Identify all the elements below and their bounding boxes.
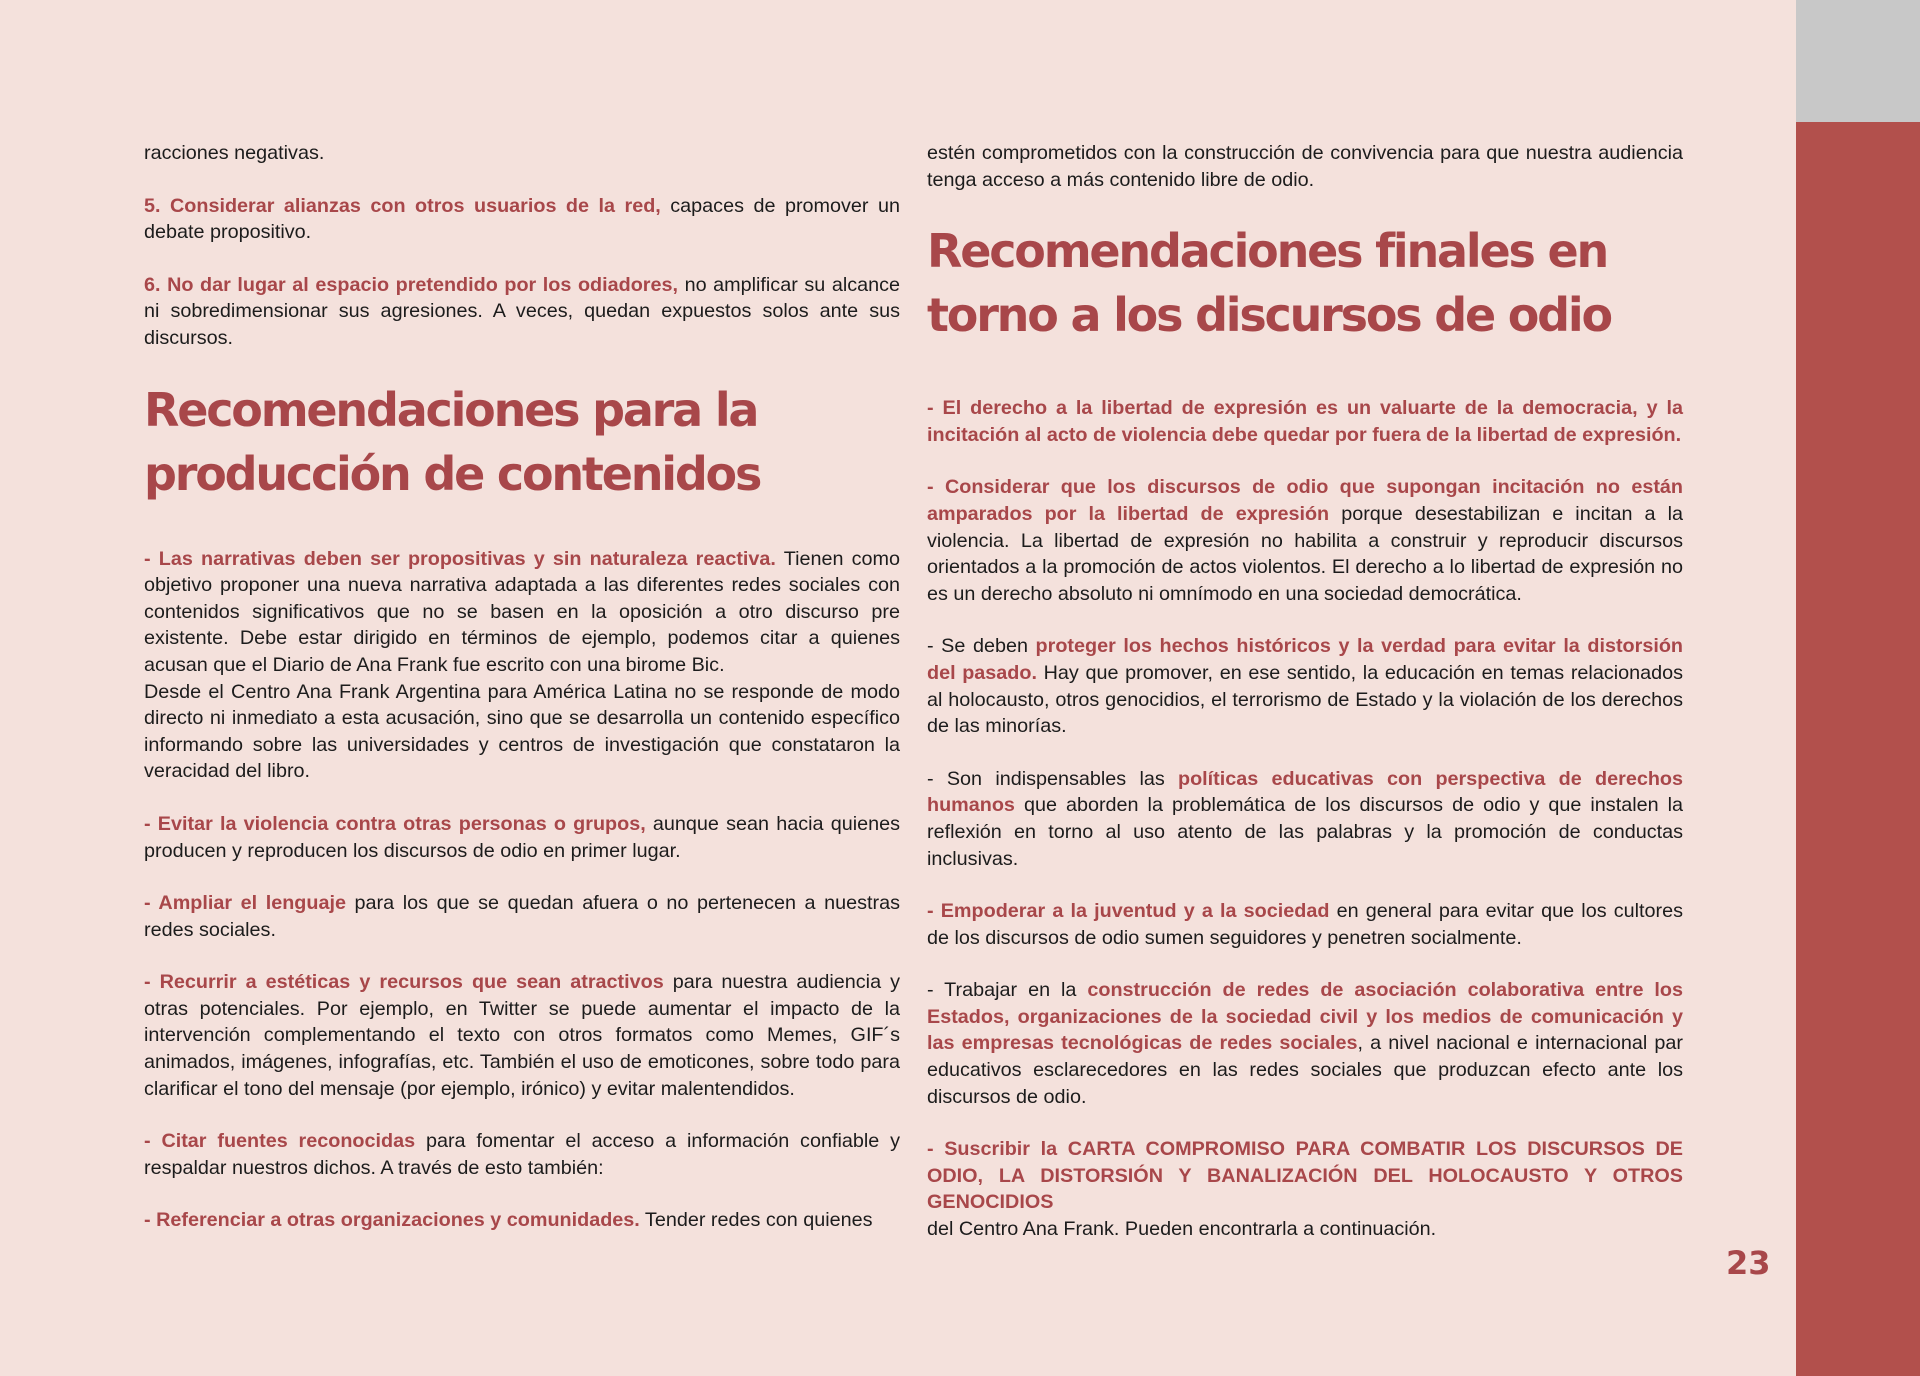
sidebar-red-band — [1796, 122, 1920, 1376]
paragraph: - Considerar que los discursos de odio que supongan incitación no están amparados por la libertad de expresión porque desestabilizan e incitan a la violencia. La libertad de expresión no habilita a construir y reproducir discursos orientados a la promoción de actos violentos. El derecho a lo libertad de expresión no es un derecho absoluto ni omnímodo en una sociedad democrática. — [927, 476, 1683, 605]
sidebar-gray-block — [1796, 0, 1920, 122]
paragraph: - Citar fuentes reconocidas para fomentar el acceso a información confiable y respaldar nuestros dichos. A través de esto también: — [144, 1130, 900, 1179]
paragraph: - Ampliar el lenguaje para los que se quedan afuera o no pertenecen a nuestras redes sociales. — [144, 892, 901, 941]
paragraph: - Se deben proteger los hechos históricos y la verdad para evitar la distorsión del pasado. Hay que promover, en ese sentido, la educación en temas relacionados al holocausto, otros genocidios, el terrorismo de Estado y la violación de los derechos de las minorías. — [927, 635, 1684, 738]
paragraph: 6. No dar lugar al espacio pretendido por los odiadores, no amplificar su alcance ni sobredimensionar sus agresiones. A veces, quedan expuestos solos ante sus discursos. — [144, 273, 901, 349]
heading-line: Recomendaciones finales en — [927, 224, 1607, 279]
left-column — [144, 140, 900, 1260]
paragraph: - Referenciar a otras organizaciones y comunidades. Tender redes con quienes — [144, 1209, 873, 1232]
paragraph: - Suscribir la CARTA COMPROMISO PARA COMBATIR LOS DISCURSOS DE ODIO, LA DISTORSIÓN Y BANALIZACIÓN DEL HOLOCAUSTO Y OTROS GENOCIDIOS del Centro Ana Frank. Pueden encontrarla a continuación. — [927, 1138, 1683, 1241]
page-number: 23 — [1726, 1244, 1771, 1282]
right-column — [927, 140, 1683, 1269]
paragraph: Desde el Centro Ana Frank Argentina para América Latina no se responde de modo directo ni inmediato a esta acusación, sino que se desarrolla un contenido específico informando sobre las universidades y centros de investigación que constataron la veracidad del libro. — [144, 680, 900, 783]
paragraph: racciones negativas. — [144, 142, 325, 164]
heading-line: producción de contenidos — [144, 446, 761, 501]
paragraph: - Empoderar a la juventud y a la sociedad en general para evitar que los cultores de los discursos de odio sumen seguidores y penetren socialmente. — [927, 900, 1684, 949]
section-heading-production — [144, 378, 900, 506]
paragraph: estén comprometidos con la construcción de convivencia para que nuestra audiencia tenga acceso a más contenido libre de odio. — [927, 142, 1683, 191]
heading-line: torno a los discursos de odio — [927, 288, 1611, 343]
heading-line: Recomendaciones para la — [144, 382, 758, 437]
paragraph: - Recurrir a estéticas y recursos que sean atractivos para nuestra audiencia y otras potenciales. Por ejemplo, en Twitter se puede aumentar el impacto de la intervención complementando el texto con otros formatos como Memes, GIF´s animados, imágenes, infografías, etc. También el uso de emoticones, sobre todo para clarificar el tono del mensaje (por ejemplo, irónico) y evitar malentendidos. — [144, 971, 900, 1100]
paragraph: - Trabajar en la construcción de redes de asociación colaborativa entre los Estados, organizaciones de la sociedad civil y los medios de comunicación y las empresas tecnológicas de redes sociales, a nivel nacional e internacional par educativos esclarecedores en las redes sociales que produzcan efecto ante los discursos de odio. — [927, 979, 1683, 1108]
paragraph: - Son indispensables las políticas educativas con perspectiva de derechos humanos que aborden la problemática de los discursos de odio y que instalen la reflexión en torno al uso atento de las palabras y la promoción de conductas inclusivas. — [927, 767, 1683, 870]
paragraph: - Evitar la violencia contra otras personas o grupos, aunque sean hacia quienes producen y reproducen los discursos de odio en primer lugar. — [144, 812, 900, 862]
paragraph: - El derecho a la libertad de expresión es un valuarte de la democracia, y la incitación al acto de violencia debe quedar por fuera de la libertad de expresión. — [927, 397, 1683, 446]
section-heading-final — [927, 219, 1683, 347]
paragraph: - Las narrativas deben ser propositivas y sin naturaleza reactiva. Tienen como objetivo proponer una nueva narrativa adaptada a las diferentes redes sociales con contenidos significativos que no se basen en la oposición a otro discurso pre existente. Debe estar dirigido en términos de ejemplo, podemos citar a quienes acusan que el Diario de Ana Frank fue escrito con una birome Bic. — [144, 547, 900, 676]
paragraph: 5. Considerar alianzas con otros usuarios de la red, capaces de promover un debate propositivo. — [144, 194, 901, 244]
